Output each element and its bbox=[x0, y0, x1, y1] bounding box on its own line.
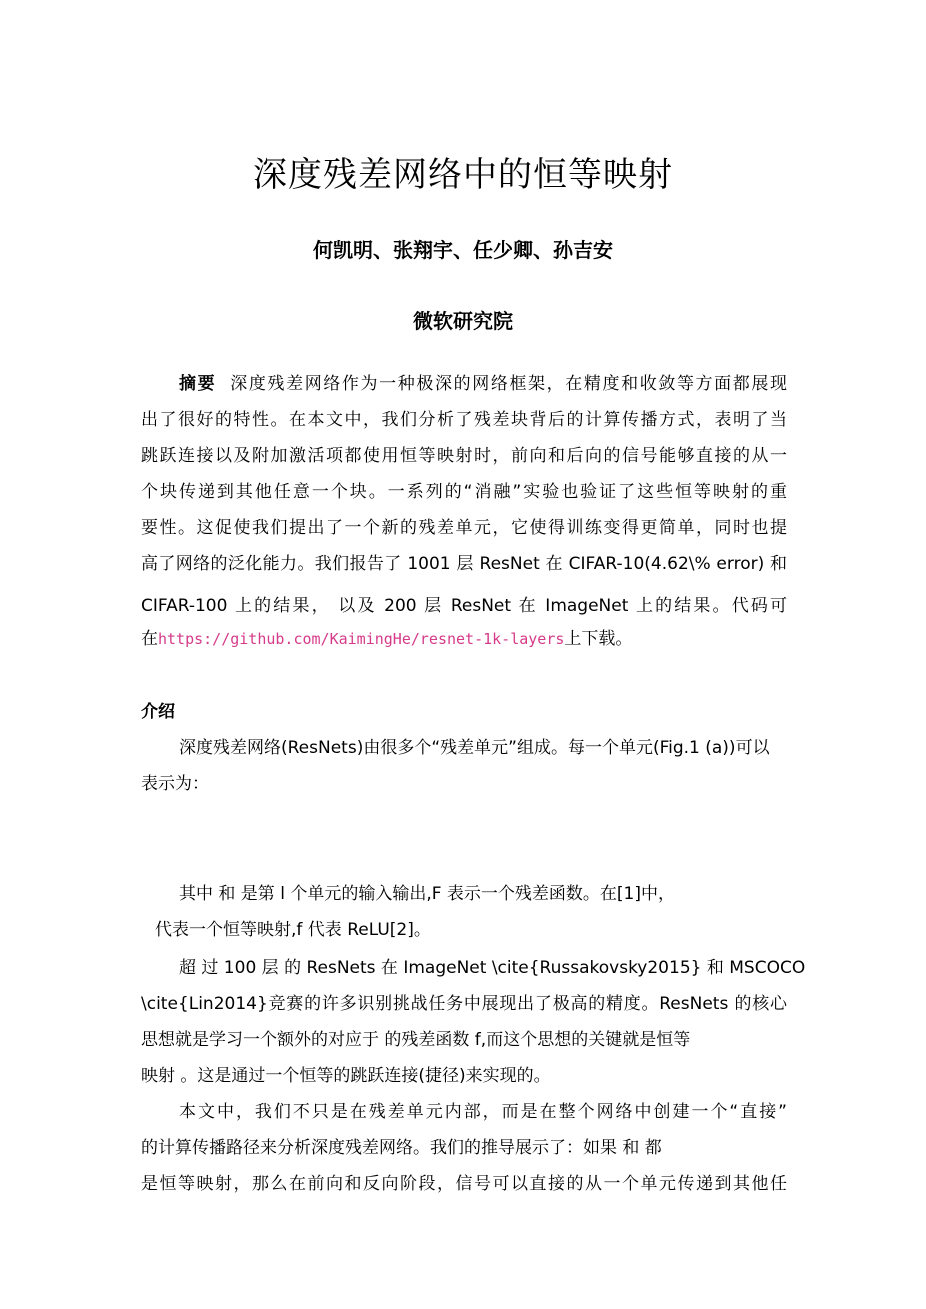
abstract-line: CIFAR-100 上的结果， 以及 200 层 ResNet 在 ImageNet 上的结果。代码可 bbox=[141, 596, 787, 616]
intro-line: 深度残差网络(ResNets)由很多个“残差单元”组成。每一个单元(Fig.1 (a))可以 bbox=[179, 738, 770, 758]
author-list: 何凯明、张翔宇、任少卿、孙吉安 bbox=[313, 238, 613, 262]
abstract-text: 在 bbox=[141, 629, 158, 649]
abstract-text: 深度残差网络作为一种极深的网络框架，在精度和收敛等方面都展现 bbox=[230, 374, 788, 394]
abstract-text: 上下载。 bbox=[564, 629, 633, 649]
code-link[interactable]: https://github.com/KaimingHe/resnet-1k-layers bbox=[158, 630, 565, 648]
abstract-line bbox=[141, 627, 787, 651]
abstract-line: 跳跃连接以及附加激活项都使用恒等映射时，前向和后向的信号能够直接的从一 bbox=[141, 446, 787, 466]
paper-title: 深度残差网络中的恒等映射 bbox=[253, 155, 673, 195]
intro-line: \cite{Lin2014}竞赛的许多识别挑战任务中展现出了极高的精度。ResNets 的核心 bbox=[141, 994, 787, 1014]
intro-line: 思想就是学习一个额外的对应于 的残差函数 f,而这个思想的关键就是恒等 bbox=[141, 1030, 691, 1050]
intro-line: 的计算传播路径来分析深度残差网络。我们的推导展示了：如果 和 都 bbox=[141, 1138, 662, 1158]
intro-line: 超 过 100 层 的 ResNets 在 ImageNet \cite{Russakovsky2015} 和 MSCOCO bbox=[179, 958, 806, 978]
abstract-line: 高了网络的泛化能力。我们报告了 1001 层 ResNet 在 CIFAR-10(4.62\% error) 和 bbox=[141, 554, 787, 574]
abstract-line bbox=[179, 372, 787, 396]
intro-line: 代表一个恒等映射,f 代表 ReLU[2]。 bbox=[155, 920, 431, 940]
intro-line: 映射 。这是通过一个恒等的跳跃连接(捷径)来实现的。 bbox=[141, 1066, 551, 1086]
abstract-line: 出了很好的特性。在本文中，我们分析了残差块背后的计算传播方式，表明了当 bbox=[141, 410, 787, 430]
affiliation: 微软研究院 bbox=[413, 309, 513, 333]
intro-line: 是恒等映射，那么在前向和反向阶段，信号可以直接的从一个单元传递到其他任 bbox=[141, 1174, 787, 1194]
intro-line: 其中 和 是第 l 个单元的输入输出,F 表示一个残差函数。在[1]中， bbox=[179, 884, 676, 904]
section-heading: 介绍 bbox=[141, 702, 175, 722]
abstract-line: 要性。这促使我们提出了一个新的残差单元，它使得训练变得更简单，同时也提 bbox=[141, 518, 787, 538]
abstract-label: 摘要 bbox=[179, 374, 217, 394]
intro-line: 表示为： bbox=[141, 774, 209, 794]
intro-line: 本文中，我们不只是在残差单元内部，而是在整个网络中创建一个“直接” bbox=[179, 1102, 787, 1122]
abstract-line: 个块传递到其他任意一个块。一系列的“消融”实验也验证了这些恒等映射的重 bbox=[141, 482, 787, 502]
